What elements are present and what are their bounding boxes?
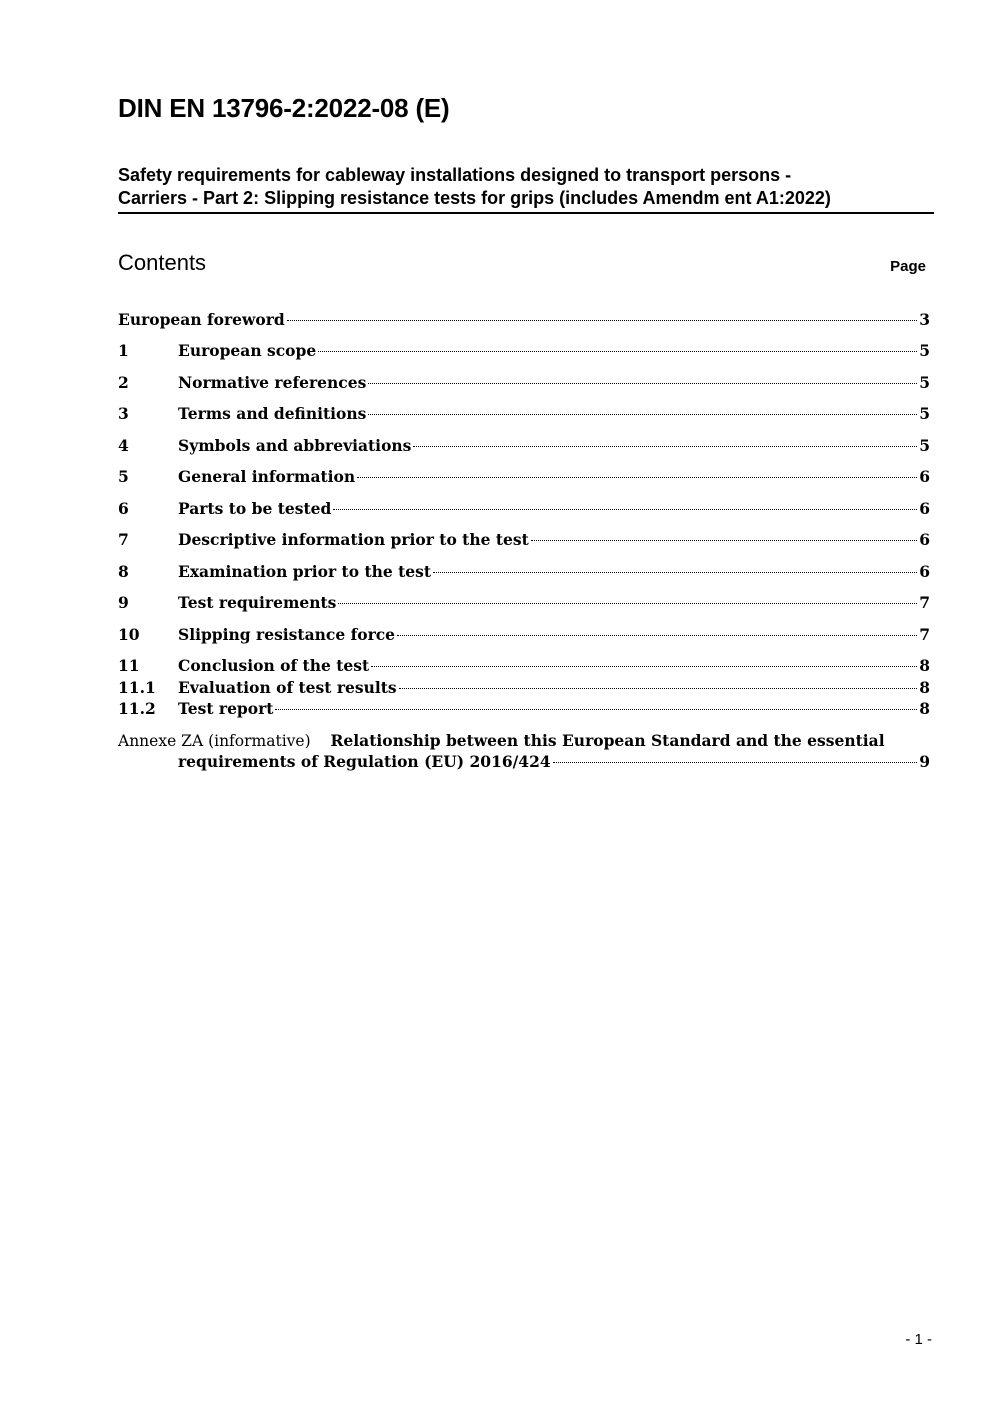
toc-entry-11-2[interactable] (118, 699, 930, 719)
contents-heading: Contents (118, 250, 207, 275)
toc-entry-annex-za[interactable] (118, 731, 930, 751)
toc-leader (413, 446, 917, 447)
toc-entry-title: Evaluation of test results (178, 678, 397, 697)
toc-entry-11-1[interactable] (118, 678, 930, 698)
toc-entry-page: 7 (919, 593, 930, 612)
toc-entry-10[interactable] (118, 625, 930, 645)
toc-entry-title: Examination prior to the test (178, 562, 432, 581)
toc-entry-title: Slipping resistance force (178, 625, 396, 644)
toc-entry-page: 6 (919, 499, 930, 518)
contents-header (118, 250, 930, 280)
toc-leader (275, 709, 917, 710)
toc-entry-number: 8 (118, 562, 129, 581)
page-number: - 1 - (905, 1331, 932, 1348)
annex-label: Annexe ZA (informative) (118, 732, 311, 750)
toc-leader (397, 635, 917, 636)
toc-entry-page: 5 (919, 404, 930, 423)
toc-entry-number: 3 (118, 404, 129, 423)
toc-leader (318, 351, 917, 352)
toc-entry-number: 5 (118, 467, 129, 486)
toc-entry-number: 7 (118, 530, 129, 549)
annex-title-line-1: Relationship between this European Standard and the essential (330, 731, 885, 750)
toc-entry-number: 6 (118, 499, 129, 518)
page-column-label: Page (890, 258, 926, 275)
toc-entry-number: 9 (118, 593, 129, 612)
toc-entry-title: Terms and definitions (178, 404, 367, 423)
toc-entry-title: Parts to be tested (178, 499, 332, 518)
toc-leader (368, 414, 917, 415)
toc-entry-page: 6 (919, 530, 930, 549)
toc-entry-title: European scope (178, 341, 317, 360)
toc-entry-3[interactable] (118, 404, 930, 424)
toc-entry-6[interactable] (118, 499, 930, 519)
toc-entry-title: Conclusion of the test (178, 656, 370, 675)
toc-leader (399, 688, 918, 689)
toc-entry-11[interactable] (118, 656, 930, 676)
toc-entry-number: 1 (118, 341, 129, 360)
toc-entry-number: 11.1 (118, 678, 156, 697)
toc-entry-title: Normative references (178, 373, 367, 392)
toc-entry-page: 5 (919, 373, 930, 392)
toc-leader (368, 383, 917, 384)
toc-entry-5[interactable] (118, 467, 930, 487)
toc-entry-page: 8 (919, 678, 930, 697)
toc-entry-title: Symbols and abbreviations (178, 436, 412, 455)
toc-entry-title: Test requirements (178, 593, 337, 612)
toc-entry-title: Descriptive information prior to the test (178, 530, 529, 549)
toc-entry-number: 11.2 (118, 699, 156, 718)
toc-entry-4[interactable] (118, 436, 930, 456)
toc-leader (371, 666, 917, 667)
toc-entry-page: 5 (919, 436, 930, 455)
toc-leader (433, 572, 917, 573)
toc-entry-page: 3 (919, 310, 930, 329)
document-title-line-2: Carriers - Part 2: Slipping resistance tests for grips (includes Amendm ent A1:2022) (118, 188, 831, 208)
toc-entry-page: 7 (919, 625, 930, 644)
toc-entry-page: 9 (919, 752, 930, 771)
toc-entry-foreword[interactable] (118, 310, 930, 330)
toc-entry-title: General information (178, 467, 356, 486)
toc-entry-8[interactable] (118, 562, 930, 582)
toc-entry-page: 5 (919, 341, 930, 360)
document-title (118, 164, 934, 214)
toc-entry-title: Test report (178, 699, 274, 718)
toc-entry-7[interactable] (118, 530, 930, 550)
toc-entry-page: 6 (919, 562, 930, 581)
toc-entry-title: European foreword (118, 310, 285, 329)
toc-leader (287, 320, 917, 321)
toc-leader (333, 509, 917, 510)
toc-leader (531, 540, 917, 541)
toc-leader (357, 477, 917, 478)
toc-entry-page: 8 (919, 656, 930, 675)
toc-entry-annex-za-continued[interactable] (118, 752, 930, 772)
toc-entry-page: 6 (919, 467, 930, 486)
toc-entry-page: 8 (919, 699, 930, 718)
document-title-line-1: Safety requirements for cableway installations designed to transport persons - (118, 165, 792, 185)
toc-leader (553, 762, 918, 763)
toc-entry-number: 11 (118, 656, 140, 675)
toc-entry-number: 2 (118, 373, 129, 392)
toc-entry-number: 10 (118, 625, 140, 644)
toc-entry-9[interactable] (118, 593, 930, 613)
toc-leader (338, 603, 917, 604)
document-id: DIN EN 13796-2:2022-08 (E) (118, 93, 450, 123)
toc-entry-number: 4 (118, 436, 129, 455)
annex-title-line-2: requirements of Regulation (EU) 2016/424 (178, 752, 551, 771)
toc-entry-1[interactable] (118, 341, 930, 361)
toc-entry-2[interactable] (118, 373, 930, 393)
